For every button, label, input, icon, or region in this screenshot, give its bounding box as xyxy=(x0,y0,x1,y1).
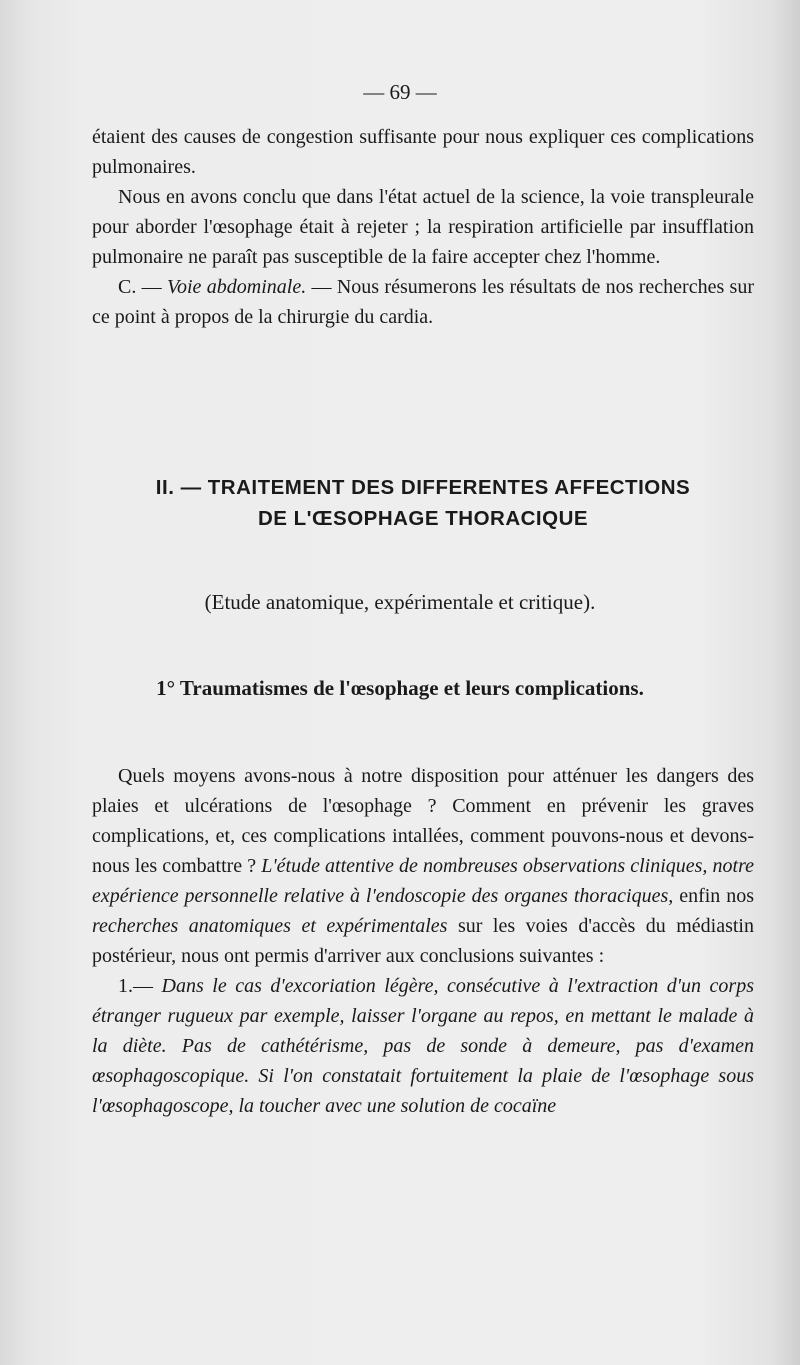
section-subtitle: (Etude anatomique, expérimentale et critique). xyxy=(204,590,596,614)
section-heading xyxy=(92,472,754,534)
paragraph-conclusion-1 xyxy=(92,971,754,1121)
paragraph-prefix: C. — xyxy=(118,276,167,298)
subsection-heading: 1° Traumatismes de l'œsophage et leurs complications. xyxy=(156,676,644,700)
text-part-2: enfin nos xyxy=(673,885,754,907)
paragraph-rest: — Nous résumerons les résultats de nos recherches sur ce point à propos de la chirurgie du cardia. xyxy=(92,276,755,328)
paragraph-prefix: 1.— xyxy=(118,975,162,997)
top-text-block xyxy=(92,122,754,332)
paragraph-traumatismes xyxy=(92,761,754,971)
text-part-3: sur les voies d'accès du médiastin postérieur, nous ont permis d'arriver aux conclusions suivantes : xyxy=(92,915,754,967)
page-number: — 69 — xyxy=(363,80,437,104)
italic-voie-abdominale: Voie abdominale. xyxy=(167,276,307,298)
bottom-text-block xyxy=(92,761,754,1121)
section-heading-line-1: II. — TRAITEMENT DES DIFFERENTES AFFECTIONS xyxy=(155,476,691,499)
section-heading-line-2: DE L'ŒSOPHAGE THORACIQUE xyxy=(257,507,589,530)
italic-text-1: L'étude attentive de nombreuses observations cliniques, notre expérience personnelle relative à l'endoscopie des organes thoraciques, xyxy=(92,855,754,907)
paragraph-transpleural: Nous en avons conclu que dans l'état actuel de la science, la voie transpleurale pour aborder l'œsophage était à rejeter ; la respiration artificielle par insufflation pulmonaire ne paraît pas susceptible de la faire accepter chez l'homme. xyxy=(92,186,754,268)
italic-conclusion-1: Dans le cas d'excoriation légère, consécutive à l'extraction d'un corps étranger rugueux par exemple, laisser l'organe au repos, en mettant le malade à la diète. Pas de cathétérisme, pas de sonde à demeure, pas d'examen œsophagoscopique. Si l'on constatait fortuitement la plaie de l'œsophage sous l'œsophagoscope, la toucher avec une solution de cocaïne xyxy=(92,975,754,1117)
paragraph-voie-abdominale xyxy=(92,272,754,332)
text-part-1: Quels moyens avons-nous à notre disposition pour atténuer les dangers des plaies et ulcérations de l'œsophage ? Comment en prévenir les graves complications, et, ces complications intallées, comment pouvons-nous et devons-nous les combattre ? xyxy=(92,765,754,877)
paragraph-continuation: étaient des causes de congestion suffisante pour nous expliquer ces complications pulmonaires. xyxy=(92,126,754,178)
italic-text-2: recherches anatomiques et expérimentales xyxy=(92,915,448,937)
